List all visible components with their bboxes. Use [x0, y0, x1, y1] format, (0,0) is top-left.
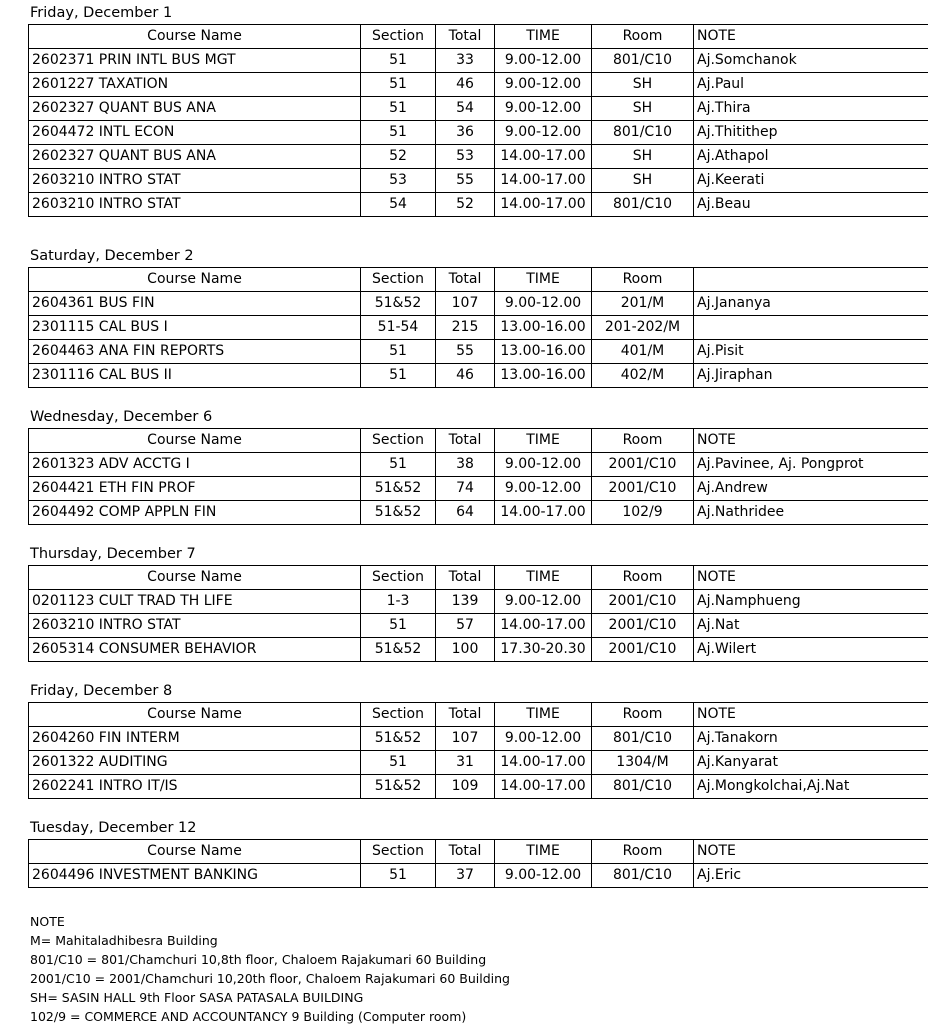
- course-cell: 2601322 AUDITING: [29, 751, 361, 775]
- day-blocks-container: [28, 4, 900, 898]
- footnote-line: SH= SASIN HALL 9th Floor SASA PATASALA BUILDING: [30, 988, 900, 1007]
- table-row: [29, 145, 928, 169]
- course-cell: 2604260 FIN INTERM: [29, 727, 361, 751]
- note-cell: Aj.Pisit: [694, 340, 928, 364]
- room-cell: 801/C10: [592, 775, 694, 799]
- total-cell: 107: [436, 292, 495, 316]
- column-header-total: Total: [436, 429, 495, 453]
- course-cell: 0201123 CULT TRAD TH LIFE: [29, 590, 361, 614]
- column-header-section: Section: [361, 268, 436, 292]
- column-header-note: NOTE: [694, 703, 928, 727]
- schedule-table: [28, 428, 928, 525]
- schedule-table: [28, 267, 928, 388]
- time-cell: 9.00-12.00: [495, 864, 592, 888]
- note-cell: Aj.Eric: [694, 864, 928, 888]
- section-cell: 51: [361, 364, 436, 388]
- section-cell: 51: [361, 340, 436, 364]
- total-cell: 109: [436, 775, 495, 799]
- table-row: [29, 775, 928, 799]
- time-cell: 9.00-12.00: [495, 97, 592, 121]
- table-row: [29, 590, 928, 614]
- course-cell: 2301115 CAL BUS I: [29, 316, 361, 340]
- day-block: [28, 408, 900, 535]
- schedule-table: [28, 565, 928, 662]
- footnote-line: 102/9 = COMMERCE AND ACCOUNTANCY 9 Building (Computer room): [30, 1007, 900, 1026]
- room-cell: 801/C10: [592, 49, 694, 73]
- table-row: [29, 477, 928, 501]
- note-cell: Aj.Athapol: [694, 145, 928, 169]
- course-cell: 2601323 ADV ACCTG I: [29, 453, 361, 477]
- table-row: [29, 614, 928, 638]
- time-cell: 14.00-17.00: [495, 501, 592, 525]
- column-header-section: Section: [361, 840, 436, 864]
- course-cell: 2604492 COMP APPLN FIN: [29, 501, 361, 525]
- time-cell: 9.00-12.00: [495, 590, 592, 614]
- section-cell: 51: [361, 121, 436, 145]
- table-row: [29, 316, 928, 340]
- time-cell: 9.00-12.00: [495, 73, 592, 97]
- room-cell: SH: [592, 169, 694, 193]
- section-cell: 51&52: [361, 477, 436, 501]
- note-cell: Aj.Beau: [694, 193, 928, 217]
- column-header-time: TIME: [495, 840, 592, 864]
- total-cell: 46: [436, 73, 495, 97]
- room-cell: 801/C10: [592, 727, 694, 751]
- note-cell: Aj.Kanyarat: [694, 751, 928, 775]
- table-row: [29, 501, 928, 525]
- section-cell: 51&52: [361, 775, 436, 799]
- course-cell: 2602327 QUANT BUS ANA: [29, 145, 361, 169]
- course-cell: 2604463 ANA FIN REPORTS: [29, 340, 361, 364]
- note-cell: Aj.Jiraphan: [694, 364, 928, 388]
- day-block: [28, 4, 900, 237]
- time-cell: 14.00-17.00: [495, 169, 592, 193]
- column-header-total: Total: [436, 840, 495, 864]
- total-cell: 38: [436, 453, 495, 477]
- course-cell: 2601227 TAXATION: [29, 73, 361, 97]
- time-cell: 13.00-16.00: [495, 340, 592, 364]
- day-block: [28, 247, 900, 398]
- room-cell: 1304/M: [592, 751, 694, 775]
- schedule-table: [28, 839, 928, 888]
- total-cell: 74: [436, 477, 495, 501]
- column-header-total: Total: [436, 703, 495, 727]
- room-cell: SH: [592, 97, 694, 121]
- table-row: [29, 751, 928, 775]
- total-cell: 53: [436, 145, 495, 169]
- table-header-row: [29, 840, 928, 864]
- total-cell: 54: [436, 97, 495, 121]
- table-row: [29, 364, 928, 388]
- course-cell: 2602371 PRIN INTL BUS MGT: [29, 49, 361, 73]
- column-header-room: Room: [592, 268, 694, 292]
- section-cell: 51: [361, 49, 436, 73]
- section-cell: 51&52: [361, 501, 436, 525]
- room-cell: SH: [592, 73, 694, 97]
- section-cell: 51: [361, 864, 436, 888]
- section-cell: 52: [361, 145, 436, 169]
- column-header-note: NOTE: [694, 566, 928, 590]
- column-header-note: NOTE: [694, 25, 928, 49]
- column-header-section: Section: [361, 703, 436, 727]
- table-row: [29, 97, 928, 121]
- section-cell: 51: [361, 73, 436, 97]
- column-header-room: Room: [592, 840, 694, 864]
- column-header-note: [694, 268, 928, 292]
- course-cell: 2604421 ETH FIN PROF: [29, 477, 361, 501]
- total-cell: 55: [436, 340, 495, 364]
- section-cell: 51: [361, 751, 436, 775]
- column-header-total: Total: [436, 25, 495, 49]
- table-header-row: [29, 566, 928, 590]
- note-cell: Aj.Somchanok: [694, 49, 928, 73]
- time-cell: 9.00-12.00: [495, 727, 592, 751]
- table-row: [29, 193, 928, 217]
- total-cell: 52: [436, 193, 495, 217]
- table-header-row: [29, 25, 928, 49]
- block-spacer: [28, 799, 900, 809]
- course-cell: 2603210 INTRO STAT: [29, 169, 361, 193]
- note-cell: Aj.Keerati: [694, 169, 928, 193]
- room-cell: SH: [592, 145, 694, 169]
- table-row: [29, 340, 928, 364]
- block-spacer: [28, 888, 900, 898]
- table-row: [29, 727, 928, 751]
- room-cell: 801/C10: [592, 864, 694, 888]
- course-cell: 2602241 INTRO IT/IS: [29, 775, 361, 799]
- course-cell: 2603210 INTRO STAT: [29, 193, 361, 217]
- day-title: Saturday, December 2: [30, 247, 900, 265]
- course-cell: 2604472 INTL ECON: [29, 121, 361, 145]
- column-header-course: Course Name: [29, 840, 361, 864]
- table-row: [29, 121, 928, 145]
- course-cell: 2603210 INTRO STAT: [29, 614, 361, 638]
- course-cell: 2604361 BUS FIN: [29, 292, 361, 316]
- room-cell: 801/C10: [592, 193, 694, 217]
- section-cell: 51&52: [361, 292, 436, 316]
- schedule-table: [28, 702, 928, 799]
- course-cell: 2605314 CONSUMER BEHAVIOR: [29, 638, 361, 662]
- note-cell: Aj.Paul: [694, 73, 928, 97]
- footnote-lines: [30, 931, 900, 1026]
- note-cell: Aj.Thira: [694, 97, 928, 121]
- note-cell: Aj.Wilert: [694, 638, 928, 662]
- column-header-course: Course Name: [29, 25, 361, 49]
- block-spacer: [28, 525, 900, 535]
- table-row: [29, 292, 928, 316]
- time-cell: 9.00-12.00: [495, 121, 592, 145]
- course-cell: 2604496 INVESTMENT BANKING: [29, 864, 361, 888]
- time-cell: 14.00-17.00: [495, 775, 592, 799]
- column-header-section: Section: [361, 25, 436, 49]
- column-header-total: Total: [436, 268, 495, 292]
- column-header-course: Course Name: [29, 429, 361, 453]
- note-cell: Aj.Tanakorn: [694, 727, 928, 751]
- footnote-line: 2001/C10 = 2001/Chamchuri 10,20th floor, Chaloem Rajakumari 60 Building: [30, 969, 900, 988]
- note-cell: Aj.Nathridee: [694, 501, 928, 525]
- column-header-time: TIME: [495, 429, 592, 453]
- total-cell: 55: [436, 169, 495, 193]
- room-cell: 402/M: [592, 364, 694, 388]
- total-cell: 46: [436, 364, 495, 388]
- room-cell: 2001/C10: [592, 453, 694, 477]
- footnote-line: 801/C10 = 801/Chamchuri 10,8th floor, Chaloem Rajakumari 60 Building: [30, 950, 900, 969]
- day-block: [28, 682, 900, 809]
- room-cell: 201-202/M: [592, 316, 694, 340]
- column-header-room: Room: [592, 429, 694, 453]
- column-header-room: Room: [592, 25, 694, 49]
- time-cell: 9.00-12.00: [495, 49, 592, 73]
- time-cell: 14.00-17.00: [495, 751, 592, 775]
- total-cell: 57: [436, 614, 495, 638]
- table-row: [29, 169, 928, 193]
- column-header-time: TIME: [495, 703, 592, 727]
- total-cell: 64: [436, 501, 495, 525]
- day-title: Thursday, December 7: [30, 545, 900, 563]
- column-header-note: NOTE: [694, 429, 928, 453]
- table-row: [29, 453, 928, 477]
- time-cell: 9.00-12.00: [495, 292, 592, 316]
- time-cell: 13.00-16.00: [495, 316, 592, 340]
- column-header-time: TIME: [495, 566, 592, 590]
- table-row: [29, 864, 928, 888]
- note-cell: Aj.Namphueng: [694, 590, 928, 614]
- time-cell: 14.00-17.00: [495, 614, 592, 638]
- day-title: Friday, December 8: [30, 682, 900, 700]
- note-cell: [694, 316, 928, 340]
- column-header-room: Room: [592, 566, 694, 590]
- note-cell: Aj.Jananya: [694, 292, 928, 316]
- schedule-table: [28, 24, 928, 217]
- block-spacer: [28, 388, 900, 398]
- total-cell: 36: [436, 121, 495, 145]
- table-header-row: [29, 268, 928, 292]
- block-spacer: [28, 217, 900, 237]
- day-block: [28, 545, 900, 672]
- room-cell: 801/C10: [592, 121, 694, 145]
- room-cell: 2001/C10: [592, 638, 694, 662]
- room-cell: 401/M: [592, 340, 694, 364]
- note-cell: Aj.Pavinee, Aj. Pongprot: [694, 453, 928, 477]
- day-title: Wednesday, December 6: [30, 408, 900, 426]
- total-cell: 215: [436, 316, 495, 340]
- total-cell: 33: [436, 49, 495, 73]
- time-cell: 17.30-20.30: [495, 638, 592, 662]
- note-cell: Aj.Mongkolchai,Aj.Nat: [694, 775, 928, 799]
- column-header-time: TIME: [495, 25, 592, 49]
- section-cell: 51: [361, 614, 436, 638]
- note-cell: Aj.Andrew: [694, 477, 928, 501]
- table-row: [29, 73, 928, 97]
- day-title: Friday, December 1: [30, 4, 900, 22]
- column-header-total: Total: [436, 566, 495, 590]
- column-header-course: Course Name: [29, 268, 361, 292]
- table-header-row: [29, 429, 928, 453]
- time-cell: 14.00-17.00: [495, 193, 592, 217]
- column-header-course: Course Name: [29, 566, 361, 590]
- room-cell: 2001/C10: [592, 590, 694, 614]
- table-row: [29, 49, 928, 73]
- time-cell: 13.00-16.00: [495, 364, 592, 388]
- room-cell: 2001/C10: [592, 614, 694, 638]
- course-cell: 2602327 QUANT BUS ANA: [29, 97, 361, 121]
- day-block: [28, 819, 900, 898]
- column-header-course: Course Name: [29, 703, 361, 727]
- room-cell: 201/M: [592, 292, 694, 316]
- section-cell: 53: [361, 169, 436, 193]
- column-header-room: Room: [592, 703, 694, 727]
- column-header-section: Section: [361, 429, 436, 453]
- column-header-note: NOTE: [694, 840, 928, 864]
- section-cell: 51: [361, 97, 436, 121]
- time-cell: 9.00-12.00: [495, 453, 592, 477]
- column-header-section: Section: [361, 566, 436, 590]
- total-cell: 100: [436, 638, 495, 662]
- section-cell: 51-54: [361, 316, 436, 340]
- course-cell: 2301116 CAL BUS II: [29, 364, 361, 388]
- footnotes-section: [30, 912, 900, 1026]
- section-cell: 51: [361, 453, 436, 477]
- note-cell: Aj.Nat: [694, 614, 928, 638]
- section-cell: 54: [361, 193, 436, 217]
- room-cell: 102/9: [592, 501, 694, 525]
- footnote-line: M= Mahitaladhibesra Building: [30, 931, 900, 950]
- section-cell: 51&52: [361, 727, 436, 751]
- time-cell: 9.00-12.00: [495, 477, 592, 501]
- room-cell: 2001/C10: [592, 477, 694, 501]
- column-header-time: TIME: [495, 268, 592, 292]
- total-cell: 37: [436, 864, 495, 888]
- time-cell: 14.00-17.00: [495, 145, 592, 169]
- table-row: [29, 638, 928, 662]
- total-cell: 31: [436, 751, 495, 775]
- note-cell: Aj.Thitithep: [694, 121, 928, 145]
- section-cell: 51&52: [361, 638, 436, 662]
- section-cell: 1-3: [361, 590, 436, 614]
- total-cell: 107: [436, 727, 495, 751]
- footnotes-title: NOTE: [30, 912, 900, 931]
- block-spacer: [28, 662, 900, 672]
- day-title: Tuesday, December 12: [30, 819, 900, 837]
- total-cell: 139: [436, 590, 495, 614]
- table-header-row: [29, 703, 928, 727]
